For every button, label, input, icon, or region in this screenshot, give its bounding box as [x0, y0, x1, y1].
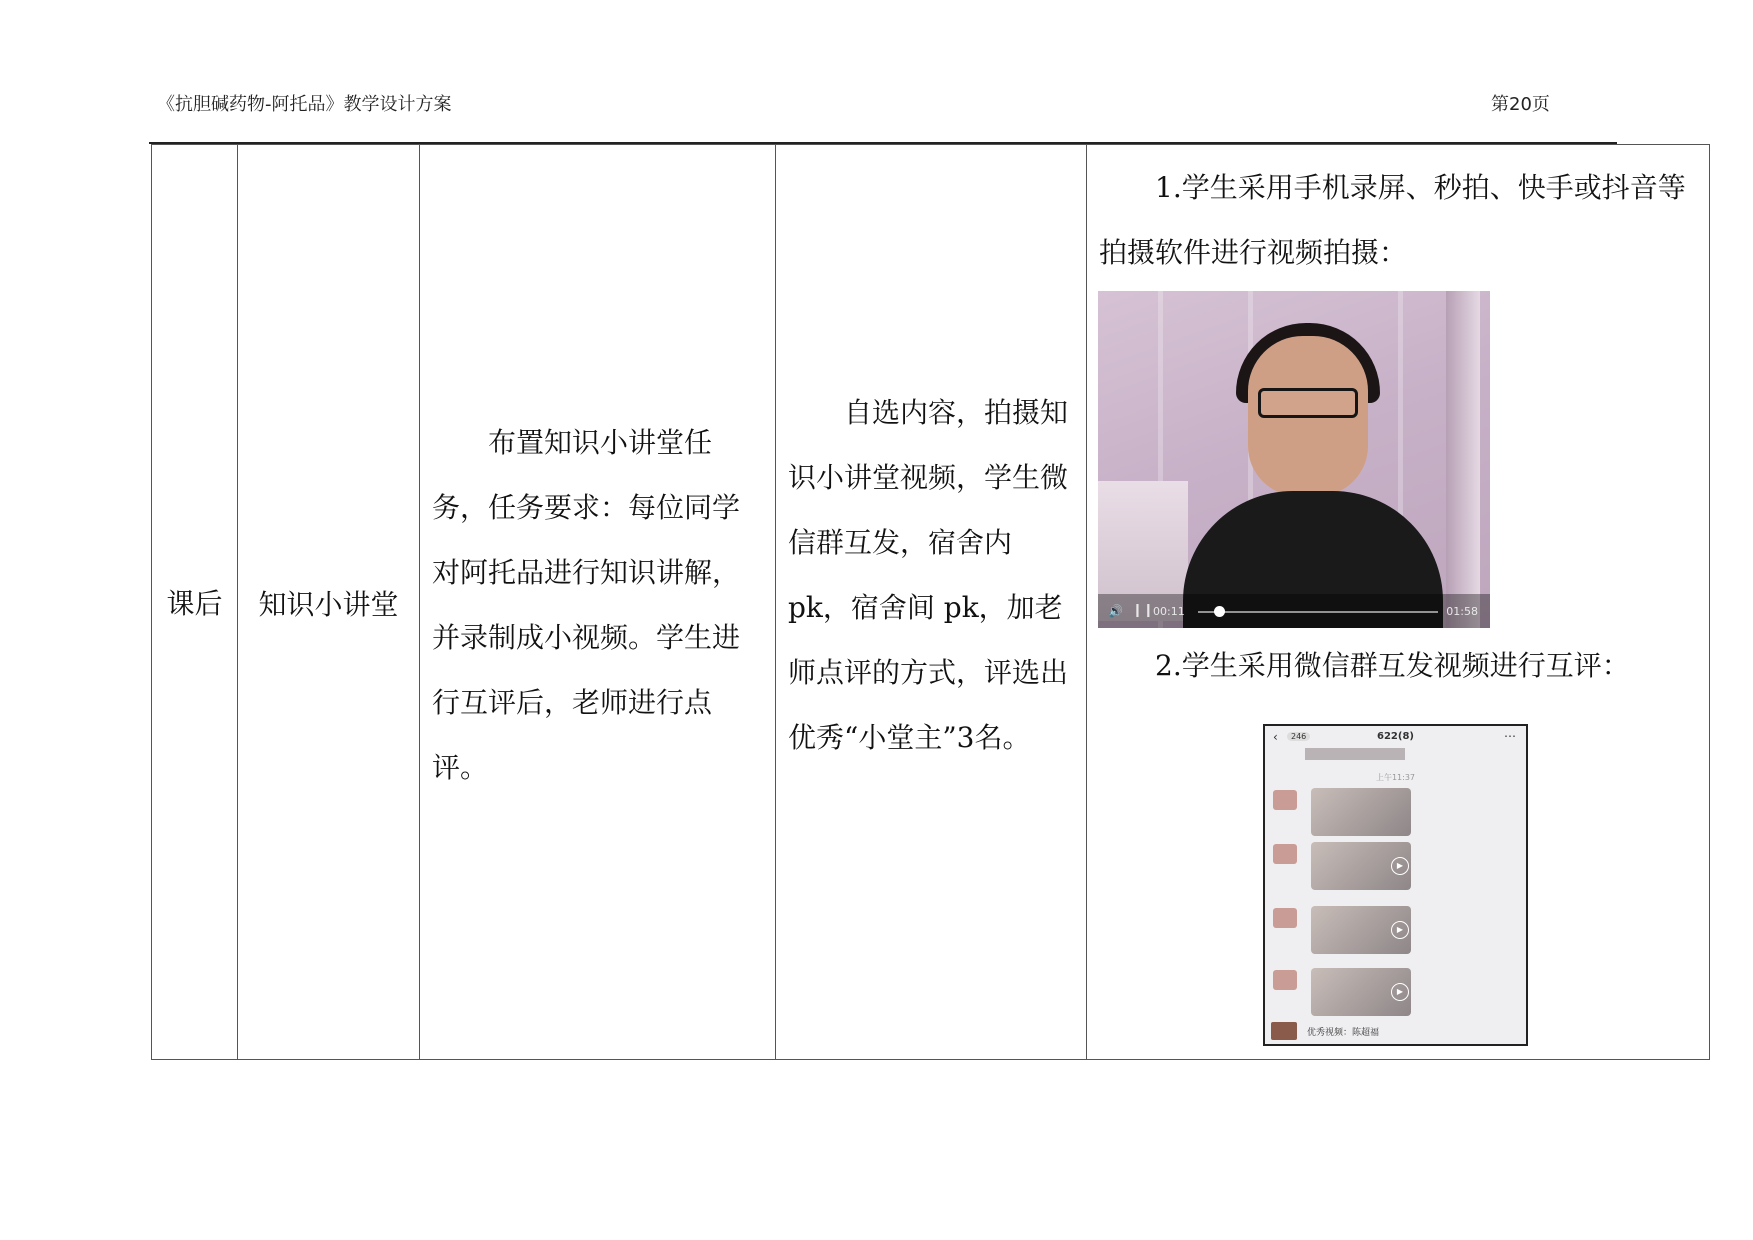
teacher-activity-text: 布置知识小讲堂任务，任务要求：每位同学对阿托品进行知识讲解，并录制成小视频。学生进行互评后，老师进行点评。: [432, 426, 741, 784]
play-icon: ▶: [1391, 921, 1409, 939]
student-activity-cell: [776, 145, 1087, 1060]
phase-cell: [152, 145, 238, 1060]
effect-text-1: 1.学生采用手机录屏、秒拍、快手或抖音等拍摄软件进行视频拍摄：: [1099, 171, 1686, 269]
chat-message: [1273, 968, 1523, 1020]
table-row: [152, 145, 1710, 1060]
video-duration: 01:58: [1446, 605, 1478, 618]
avatar: [1273, 844, 1297, 864]
more-icon: ⋯: [1504, 729, 1516, 743]
phase-label: 课后: [166, 587, 223, 620]
student-activity-text: 自选内容，拍摄知识小讲堂视频，学生微信群互发，宿舍内 pk，宿舍间 pk，加老师点评的方式，评选出优秀“小堂主”3名。: [788, 396, 1069, 754]
avatar: [1273, 908, 1297, 928]
video-thumbnail: [1311, 788, 1411, 836]
video-progress-thumb: [1214, 606, 1225, 617]
document-title: 《抗胆碱药物-阿托品》教学设计方案: [157, 94, 452, 115]
play-icon: ▶: [1391, 983, 1409, 1001]
video-current-time: 00:11: [1153, 605, 1185, 618]
video-thumbnail: [1311, 842, 1411, 890]
teacher-activity-cell: [420, 145, 776, 1060]
chat-title: 622(8): [1377, 731, 1414, 742]
effect-text-2: 2.学生采用微信群互发视频进行互评：: [1155, 649, 1630, 682]
video-thumbnail: [1311, 906, 1411, 954]
chat-footer-text: 优秀视频：陈超福: [1307, 1028, 1380, 1038]
avatar: [1271, 1022, 1297, 1040]
chat-message: [1273, 906, 1523, 958]
video-controls: [1098, 594, 1490, 628]
chat-topbar: [1265, 726, 1526, 748]
avatar: [1273, 970, 1297, 990]
chat-message: [1273, 842, 1523, 894]
back-arrow-icon: ‹: [1273, 730, 1278, 744]
avatar: [1273, 790, 1297, 810]
volume-icon: 🔊: [1108, 604, 1123, 618]
lesson-table: [151, 144, 1710, 1060]
pause-icon: ❙❙: [1132, 603, 1154, 618]
wechat-screenshot: [1263, 724, 1528, 1046]
chat-message: [1273, 788, 1523, 840]
page-number: 第20页: [1491, 94, 1550, 115]
activity-cell: [238, 145, 420, 1060]
activity-label: 知识小讲堂: [258, 588, 399, 621]
video-progress-track: [1198, 611, 1438, 613]
video-thumbnail: [1311, 968, 1411, 1016]
chat-timestamp: 上午11:37: [1375, 773, 1416, 782]
video-screenshot: [1098, 291, 1490, 628]
unread-badge: 246: [1287, 732, 1310, 741]
play-icon: ▶: [1391, 857, 1409, 875]
effect-cell: [1087, 145, 1710, 1060]
